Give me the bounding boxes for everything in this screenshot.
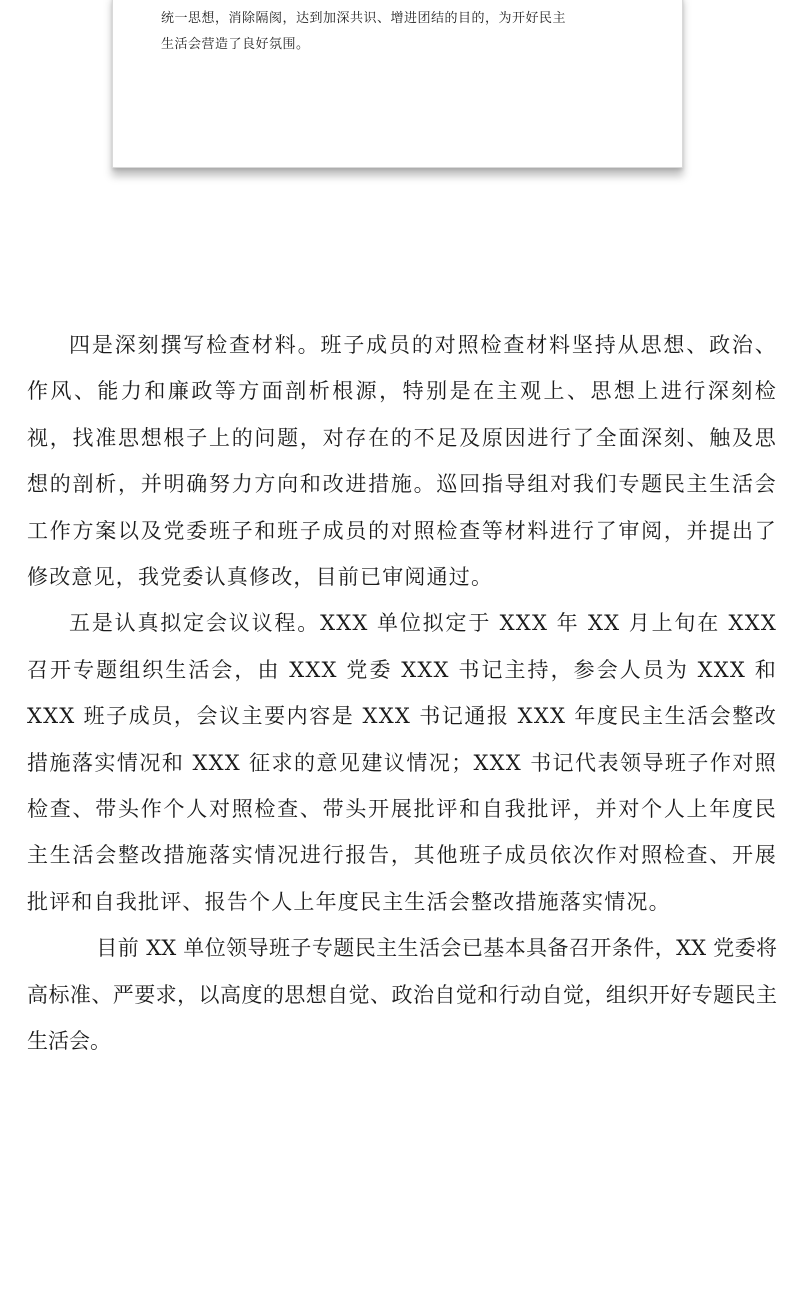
preview-line-3: 生活会营造了良好氛围。 xyxy=(161,37,310,52)
preview-line-2: 统一思想，消除隔阂，达到加深共识、增进团结的目的，为开好民主 xyxy=(161,11,567,26)
paragraph-6: 目前 XX 单位领导班子专题民主生活会已基本具备召开条件，XX 党委将高标准、严要求，以高度的思想自觉、政治自觉和行动自觉，组织开好专题民主生活会。 xyxy=(27,936,777,1054)
previous-page-preview xyxy=(112,0,683,168)
paragraph-4: 四是深刻撰写检查材料。班子成员的对照检查材料坚持从思想、政治、作风、能力和廉政等方面剖析根源，特别是在主观上、思想上进行深刻检视，找准思想根子上的问题，对存在的不足及原因进行了全面深刻、触及思想的剖析，并明确努力方向和改进措施。巡回指导组对我们专题民主生活会工作方案以及党委班子和班子成员的对照检查等材料进行了审阅，并提出了修改意见，我党委认真修改，目前已审阅通过。 xyxy=(27,333,777,590)
paragraph-5: 五是认真拟定会议议程。XXX 单位拟定于 XXX 年 XX 月上旬在 XXX 召开专题组织生活会，由 XXX 党委 XXX 书记主持，参会人员为 XXX 和 XXX 班子成员，会议主要内容是 XXX 书记通报 XXX 年度民主生活会整改措施落实情况和 XXX 征求的意见建议情况；XXX 书记代表领导班子作对照检查、带头作个人对照检查、带头开展批评和自我批评，并对个人上年度民主生活会整改措施落实情况进行报告，其他班子成员依次作对照检查、开展批评和自我批评、报告个人上年度民主生活会整改措施落实情况。 xyxy=(27,611,777,914)
preview-line-1 xyxy=(161,0,641,3)
document-body xyxy=(27,322,777,1065)
preview-text-block xyxy=(161,0,641,58)
